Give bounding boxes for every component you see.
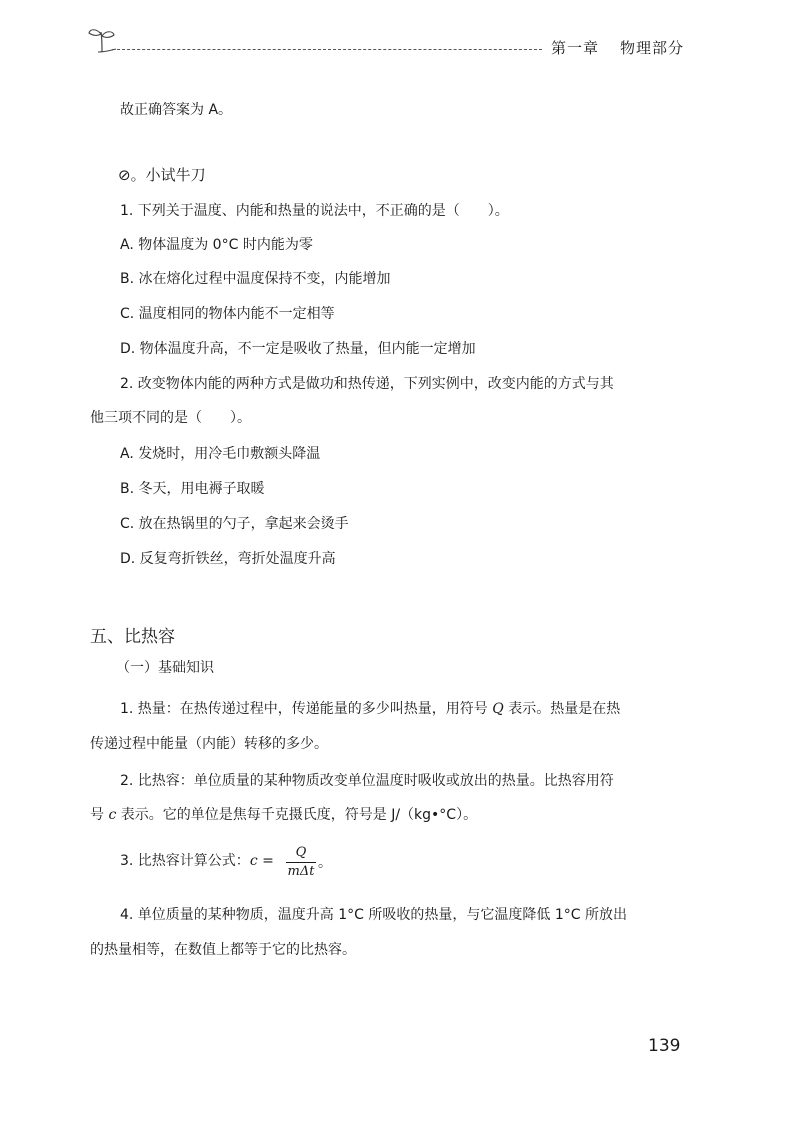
answer-line: 故正确答案为 A。 [120,102,233,118]
symbol-c: c [108,807,117,823]
paragraph-2-line1: 2. 比热容：单位质量的某种物质改变单位温度时吸收或放出的热量。比热容用符 [120,773,614,789]
q1-stem: 1. 下列关于温度、内能和热量的说法中，不正确的是（ ）。 [120,203,509,219]
paragraph-2-line2: 号 c 表示。它的单位是焦每千克摄氏度，符号是 J/（kg•°C）。 [90,807,478,823]
formula-numerator: Q [295,845,307,860]
symbol-q: Q [492,701,504,717]
paragraph-1-line2: 传递过程中能量（内能）转移的多少。 [90,736,328,752]
q2-option-c: C. 放在热锅里的勺子，拿起来会烫手 [120,516,349,532]
header-section: 物理部分 [620,39,685,57]
formula-denominator: mΔt [287,864,315,879]
q2-option-b: B. 冬天，用电褥子取暖 [120,481,265,497]
paragraph-4-line2: 的热量相等，在数值上都等于它的比热容。 [90,942,356,958]
q2-option-d: D. 反复弯折铁丝，弯折处温度升高 [120,551,336,567]
quiz-title: ⊘。小试牛刀 [118,166,206,184]
paragraph-3-label: 3. 比热容计算公式：c = [120,853,274,869]
paragraph-4-line1: 4. 单位质量的某种物质，温度升高 1°C 所吸收的热量，与它温度降低 1°C 所放出 [120,907,627,923]
formula-lhs: c = [249,853,274,869]
page-number: 139 [648,1036,681,1056]
paragraph-1-line1: 1. 热量：在热传递过程中，传递能量的多少叫热量，用符号 Q 表示。热量是在热 [120,701,621,717]
section-subtitle: （一）基础知识 [116,660,214,676]
formula-fraction [286,845,316,880]
q2-stem-line1: 2. 改变物体内能的两种方式是做功和热传递，下列实例中，改变内能的方式与其 [120,376,614,392]
q2-stem-line2: 他三项不同的是（ ）。 [90,410,251,426]
q2-option-a: A. 发烧时，用冷毛巾敷额头降温 [120,446,321,462]
q1-option-b: B. 冰在熔化过程中温度保持不变，内能增加 [120,271,391,287]
q1-option-d: D. 物体温度升高，不一定是吸收了热量，但内能一定增加 [120,341,476,357]
header-rule [112,49,542,50]
q1-option-c: C. 温度相同的物体内能不一定相等 [120,306,335,322]
formula-end: 。 [318,855,332,871]
header-chapter: 第一章 [551,39,600,57]
q1-option-a: A. 物体温度为 0°C 时内能为零 [120,237,313,253]
section-title: 五、比热容 [90,627,175,647]
